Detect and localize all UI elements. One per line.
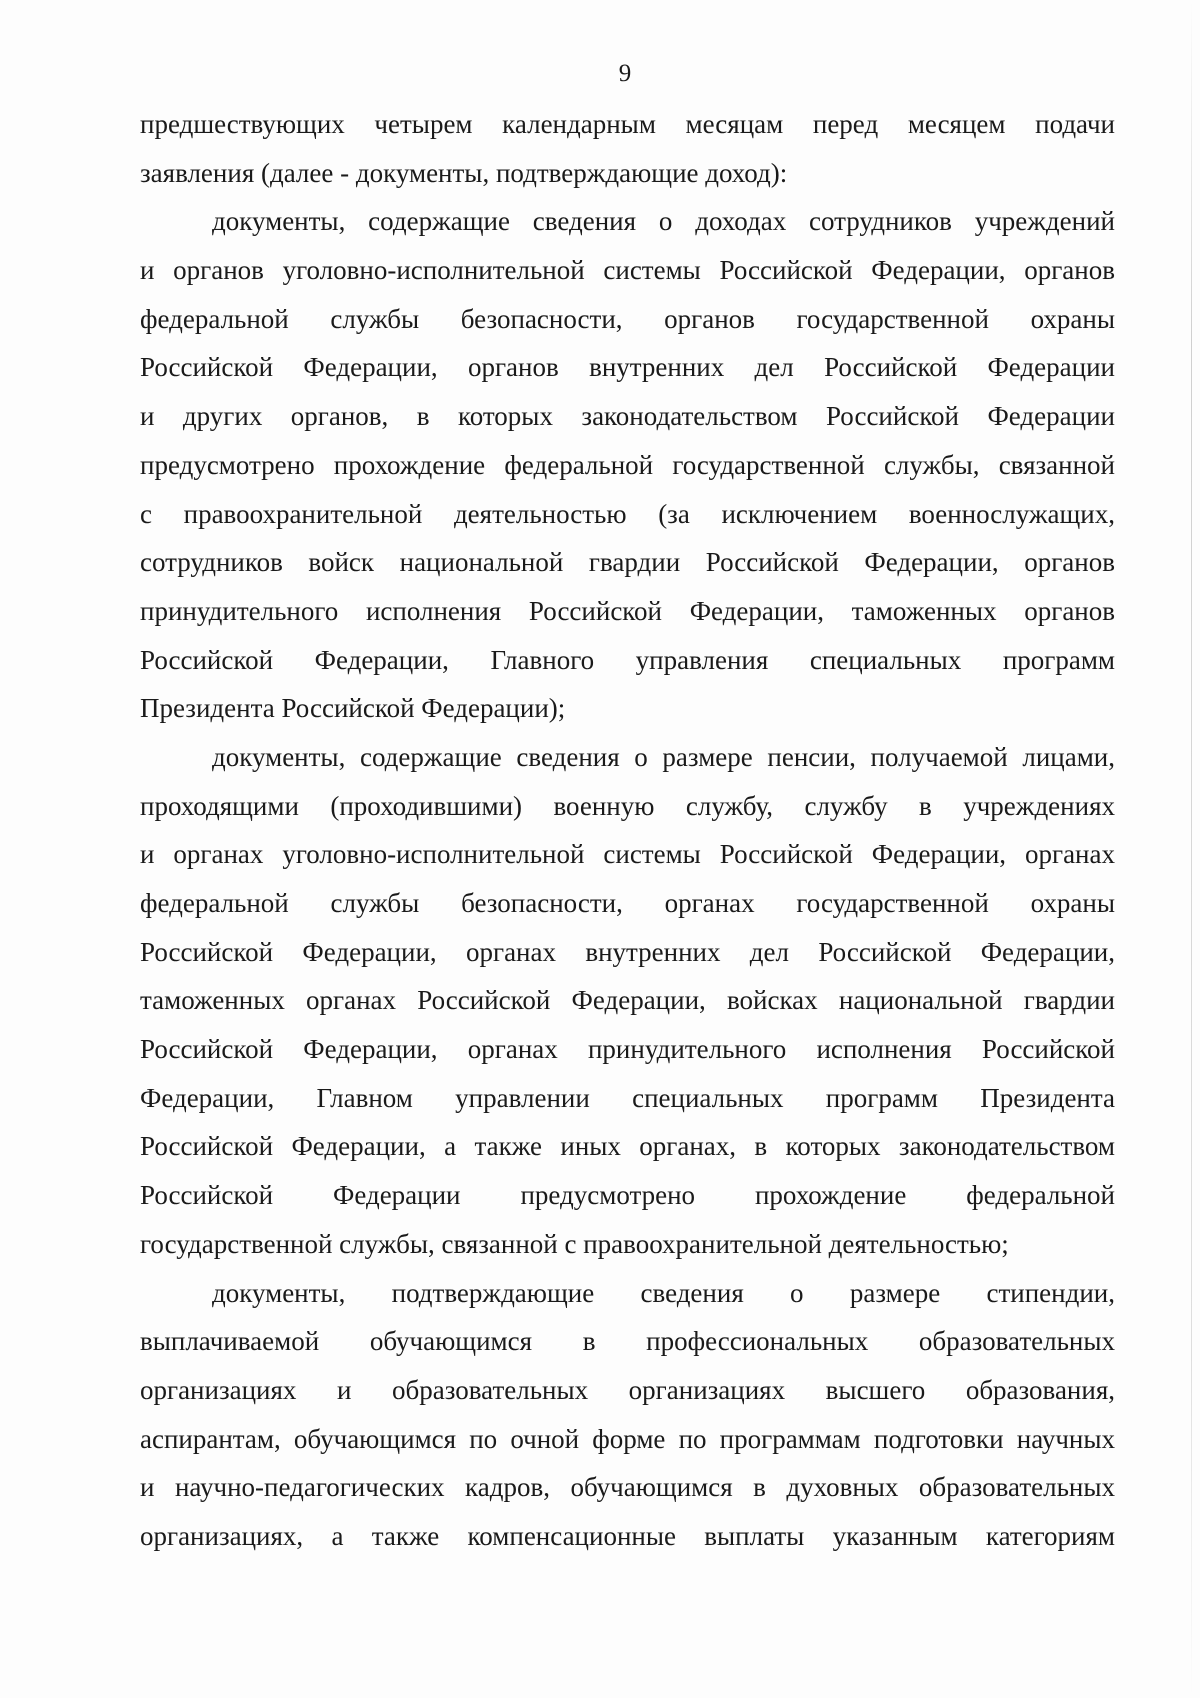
text-line: принудительного исполнения Российской Федерации, таможенных органов	[140, 595, 1115, 626]
text-line: организациях, а также компенсационные выплаты указанным категориям	[140, 1520, 1115, 1551]
text-line: федеральной службы безопасности, органах государственной охраны	[140, 888, 1115, 918]
text-line: федеральной службы безопасности, органов государственной охраны	[140, 303, 1115, 334]
paragraph-stipend-documents	[140, 1269, 1115, 1561]
text-line: предусмотрено прохождение федеральной государственной службы, связанной	[140, 449, 1115, 480]
page-number: 9	[618, 60, 632, 87]
text-line: сотрудников войск национальной гвардии Российской Федерации, органов	[140, 547, 1115, 578]
text-line: с правоохранительной деятельностью (за исключением военнослужащих,	[140, 498, 1115, 529]
text-line: выплачиваемой обучающимся в профессиональных образовательных	[140, 1326, 1115, 1357]
paragraph-continuation	[140, 100, 1115, 197]
text-line: документы, подтверждающие сведения о размере стипендии,	[212, 1277, 1115, 1308]
text-line: государственной службы, связанной с правоохранительной деятельностью;	[140, 1228, 1009, 1259]
text-line: предшествующих четырем календарным месяцам перед месяцем подачи	[140, 109, 1115, 139]
text-line: и органов уголовно-исполнительной системы Российской Федерации, органов	[140, 255, 1115, 286]
scan-edge-shadow	[1191, 0, 1192, 1698]
text-line: организациях и образовательных организациях высшего образования,	[140, 1374, 1115, 1405]
text-line: Российской Федерации предусмотрено прохождение федеральной	[140, 1180, 1115, 1211]
text-line: и органах уголовно-исполнительной системы Российской Федерации, органах	[140, 839, 1115, 870]
paragraph-income-documents	[140, 197, 1115, 733]
text-line: Российской Федерации, органах принудительного исполнения Российской	[140, 1034, 1115, 1065]
text-line: таможенных органах Российской Федерации, войсках национальной гвардии	[140, 985, 1115, 1016]
text-line: заявления (далее - документы, подтверждающие доход):	[140, 157, 788, 188]
text-line: Президента Российской Федерации);	[140, 693, 566, 724]
document-body	[140, 100, 1115, 1561]
text-line: и научно-педагогических кадров, обучающимся в духовных образовательных	[140, 1472, 1115, 1503]
text-line: проходящими (проходившими) военную службу, службу в учреждениях	[140, 790, 1115, 821]
text-line: Федерации, Главном управлении специальных программ Президента	[140, 1082, 1115, 1113]
text-line: документы, содержащие сведения о размере пенсии, получаемой лицами,	[212, 741, 1115, 772]
paragraph-pension-documents	[140, 733, 1115, 1269]
text-line: документы, содержащие сведения о доходах сотрудников учреждений	[212, 206, 1115, 237]
text-line: Российской Федерации, органов внутренних дел Российской Федерации	[140, 352, 1115, 383]
text-line: аспирантам, обучающимся по очной форме по программам подготовки научных	[140, 1423, 1115, 1454]
text-line: и других органов, в которых законодательством Российской Федерации	[140, 401, 1115, 432]
text-line: Российской Федерации, а также иных органах, в которых законодательством	[140, 1131, 1115, 1162]
text-line: Российской Федерации, Главного управления специальных программ	[140, 644, 1115, 675]
text-line: Российской Федерации, органах внутренних дел Российской Федерации,	[140, 936, 1115, 967]
